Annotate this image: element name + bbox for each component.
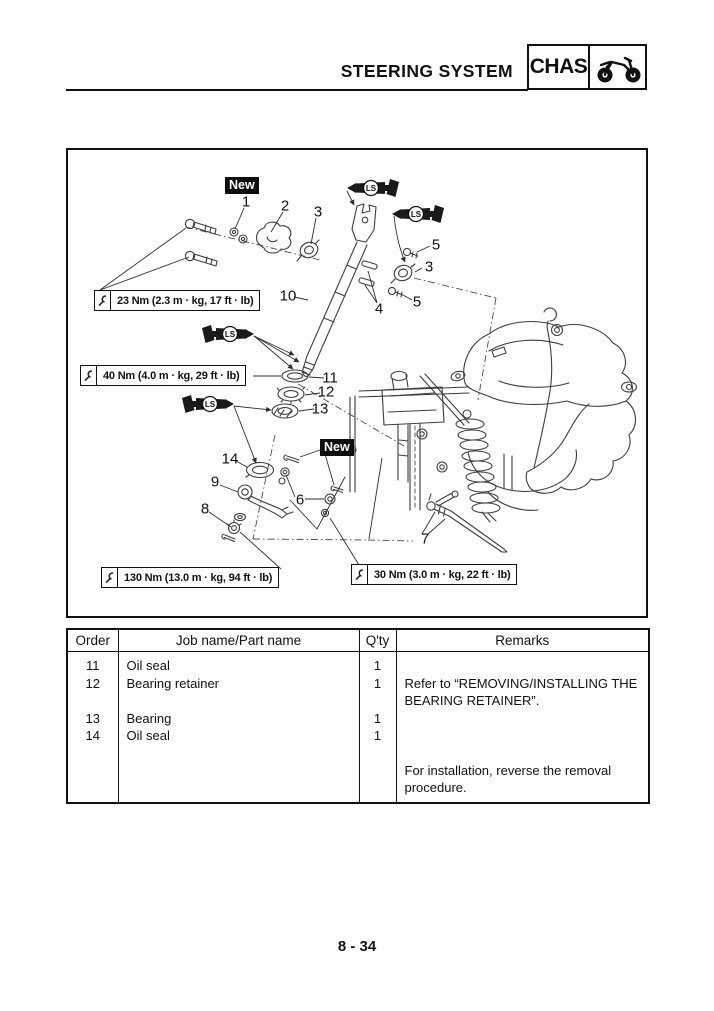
torque-wrench-icon (352, 565, 368, 584)
callout-1: 1 (241, 193, 251, 211)
torque-spec-40nm (80, 365, 246, 386)
page-number: 8 - 34 (337, 938, 377, 955)
col-remarks: Remarks (396, 629, 649, 652)
callout-5a: 5 (431, 236, 441, 254)
table-row (67, 710, 649, 728)
callout-10: 10 (279, 287, 297, 305)
cell-remarks (396, 710, 649, 728)
callout-7: 7 (420, 530, 430, 548)
ls-label: LS (410, 210, 422, 219)
cell-job-name: Bearing retainer (118, 675, 359, 710)
cell-remarks (396, 727, 649, 745)
table-row (67, 727, 649, 745)
torque-spec-130nm (101, 567, 279, 588)
steering-stem-art (302, 204, 376, 376)
parts-table (66, 628, 650, 804)
cell-job-name: Bearing (118, 710, 359, 728)
cell-remarks (396, 652, 649, 675)
callout-11: 11 (322, 369, 338, 387)
torque-wrench-icon (81, 366, 97, 385)
callout-9: 9 (210, 473, 220, 491)
cell-qty (359, 745, 396, 803)
callout-12: 12 (317, 383, 335, 401)
table-header-row (67, 629, 649, 652)
ls-label: LS (365, 184, 377, 193)
new-part-tag: New (320, 439, 354, 456)
torque-wrench-icon (95, 291, 111, 310)
callout-5b: 5 (412, 293, 422, 311)
col-order: Order (67, 629, 118, 652)
cell-job-name: Oil seal (118, 727, 359, 745)
callout-2: 2 (280, 197, 290, 215)
section-tab-label: CHAS (529, 46, 590, 88)
torque-spec-label: 40 Nm (4.0 m · kg, 29 ft · lb) (103, 369, 240, 382)
torque-spec-label: 30 Nm (3.0 m · kg, 22 ft · lb) (374, 568, 511, 581)
cell-job-name (118, 745, 359, 803)
table-row (67, 675, 649, 710)
steering-arm-hardware-art (222, 455, 345, 542)
cell-order: 14 (85, 728, 100, 743)
page-title: STEERING SYSTEM (340, 61, 513, 81)
table-row (67, 652, 649, 675)
torque-spec-label: 130 Nm (13.0 m · kg, 94 ft · lb) (124, 571, 273, 584)
header-rule (66, 89, 528, 91)
ls-label: LS (224, 330, 236, 339)
cell-qty: 1 (359, 652, 396, 675)
callout-4: 4 (374, 300, 384, 318)
handlebar-holder-parts-art (185, 219, 320, 266)
callout-6: 6 (295, 491, 305, 509)
engine-art (450, 308, 636, 510)
section-tab (527, 44, 647, 90)
callout-3a: 3 (313, 203, 323, 221)
cell-order: 11 (86, 658, 100, 673)
cell-order (67, 745, 118, 803)
torque-spec-23nm (94, 290, 260, 311)
frame-shock-art (348, 372, 500, 523)
col-qty: Q'ty (359, 629, 396, 652)
cell-qty: 1 (359, 675, 396, 710)
torque-wrench-icon (102, 568, 118, 587)
callout-8: 8 (200, 500, 210, 518)
callout-14: 14 (221, 450, 239, 468)
tie-rod-art (427, 491, 507, 552)
cell-qty: 1 (359, 727, 396, 745)
cell-qty: 1 (359, 710, 396, 728)
callout-3b: 3 (424, 258, 434, 276)
torque-spec-30nm (351, 564, 517, 585)
table-footer-row (67, 745, 649, 803)
motorcycle-chassis-icon (590, 46, 645, 88)
ls-label: LS (204, 400, 216, 409)
exploded-view-diagram (66, 148, 648, 618)
cell-remarks: For installation, reverse the removal procedure. (396, 745, 649, 803)
cell-remarks: Refer to “REMOVING/INSTALLING THE BEARING RETAINER”. (396, 675, 649, 710)
cell-order: 12 (85, 675, 100, 691)
cell-job-name: Oil seal (118, 652, 359, 675)
cell-order: 13 (85, 710, 100, 726)
callout-13: 13 (311, 400, 329, 418)
new-part-tag: New (225, 177, 259, 194)
col-job-name: Job name/Part name (118, 629, 359, 652)
torque-spec-label: 23 Nm (2.3 m · kg, 17 ft · lb) (117, 294, 254, 307)
